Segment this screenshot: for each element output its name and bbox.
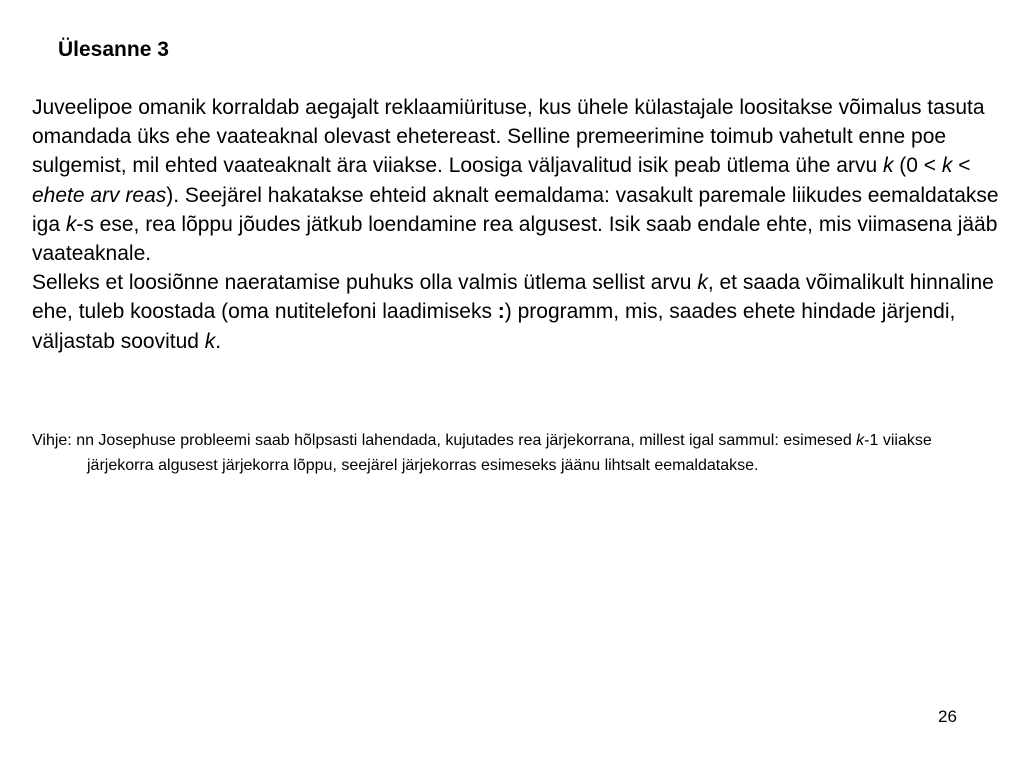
text-run: Juveelipoe omanik korraldab aegajalt reklaamiürituse, kus ühele külastajale loositakse võimalus tasuta omandada üks ehe vaateaknal olevast ehetereast. Selline premeerimine toimub vahetult enne poe sulgemist, mil ehted vaateaknalt ära viiakse. Loosiga väljavalitud isik peab ütlema ühe arvu [32,96,985,178]
text-run: ) programm, mis, saades ehete hindade järjendi, väljastab soovitud [32,300,956,353]
text-run: Selleks et loosiõnne naeratamise puhuks olla valmis ütlema sellist arvu [32,271,698,295]
text-run: -1 viiakse järjekorra algusest järjekorra lõppu, seejärel järjekorras esimeseks jäänu lihtsalt eemaldatakse. [87,432,932,474]
task-description [32,93,1002,356]
text-run: (0 < [893,154,942,178]
text-run: -s ese, rea lõppu jõudes jätkub loendamine rea algusest. Isik saab endale ehte, mis viimasena jääb vaateaknale. [32,212,998,266]
hint-block [32,429,992,478]
text-run: ). Seejärel hakatakse ehteid aknalt eemaldama: vasakult paremale liikudes eemaldatakse iga [32,183,999,236]
variable-k: k [697,271,708,295]
variable-k: k [856,432,865,449]
variable-k: k [941,154,953,178]
text-run: < [952,154,971,178]
slide-title: Ülesanne 3 [58,38,169,61]
task-paragraph-1 [32,93,1002,268]
variable-k: k [204,329,216,353]
text-run: , et saada võimalikult hinnaline ehe, tuleb koostada (oma nutitelefoni laadimiseks [32,271,994,324]
page-number: 26 [938,707,957,726]
variable-k: k [65,212,77,236]
text-run: nn Josephuse probleemi saab hõlpsasti lahendada, kujutades rea järjekorrana, millest igal sammul: esimesed [76,432,857,449]
bold-colon: : [497,300,505,324]
emphasis-text: ehete arv reas [32,183,167,207]
text-run: . [215,329,222,353]
hint-label: Vihje: [32,432,77,449]
variable-k: k [882,154,894,178]
task-paragraph-2 [32,268,1002,356]
